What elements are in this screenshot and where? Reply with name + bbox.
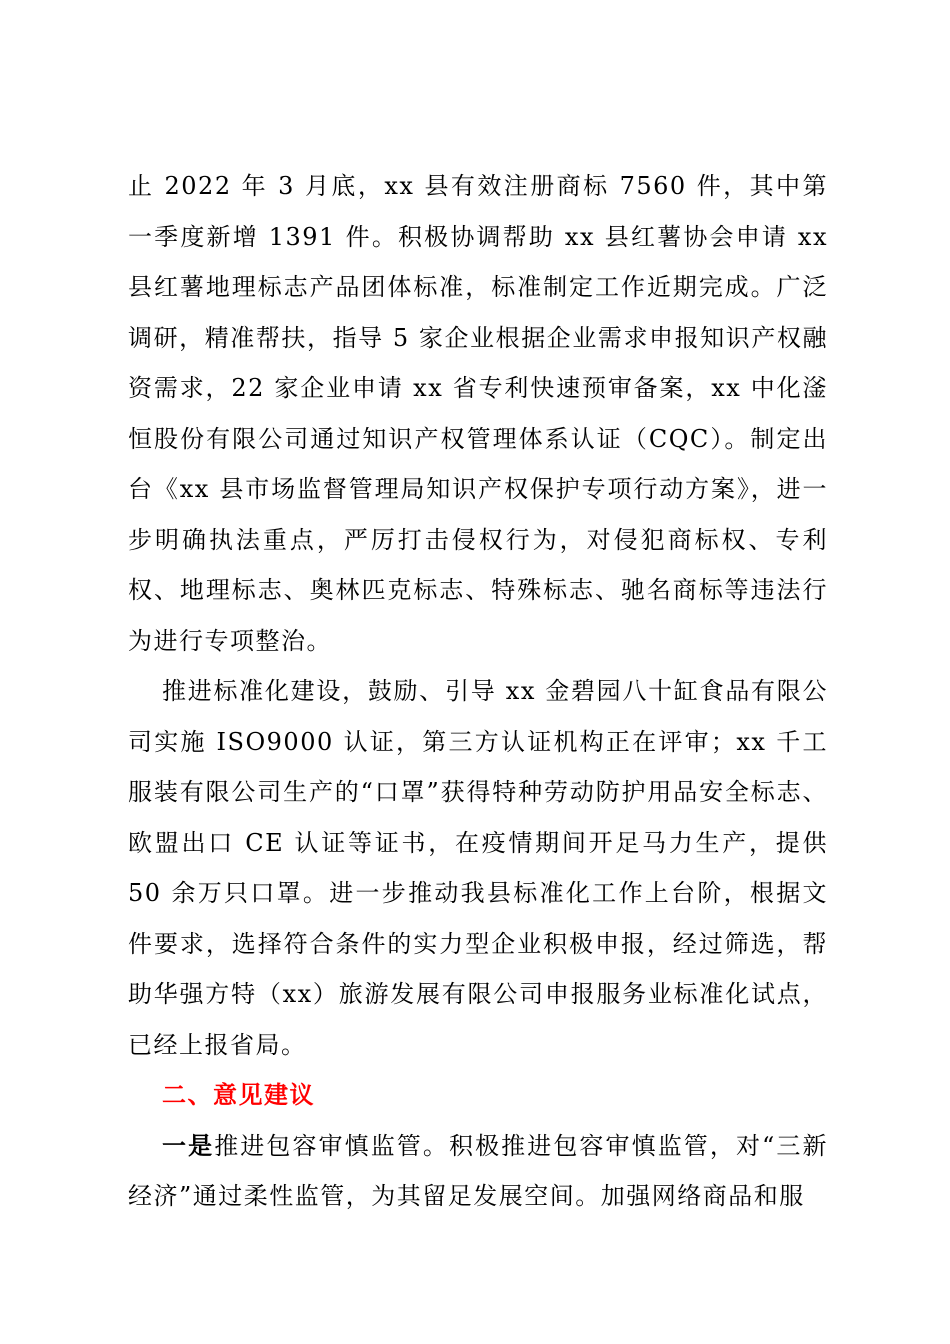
document-body bbox=[128, 161, 828, 1222]
paragraph-recommendation bbox=[128, 1121, 828, 1222]
paragraph-standardization: 推进标准化建设，鼓励、引导 xx 金碧园八十缸食品有限公司实施 ISO9000 认证，第三方认证机构正在评审；xx 千工服装有限公司生产的“口罩”获得特种劳动防护用品安全标志、欧盟出口 CE 认证等证书，在疫情期间开足马力生产，提供 50 余万只口罩。进一步推动我县标准化工作上台阶，根据文件要求，选择符合条件的实力型企业积极申报，经过筛选，帮助华强方特（xx）旅游发展有限公司申报服务业标准化试点，已经上报省局。 bbox=[128, 677, 828, 1059]
recommendation-text: 推进包容审慎监管。积极推进包容审慎监管，对“三新经济”通过柔性监管，为其留足发展空间。加强网络商品和服 bbox=[128, 1131, 828, 1210]
section-heading: 二、意见建议 bbox=[162, 1081, 315, 1109]
paragraph-ip-protection: 止 2022 年 3 月底，xx 县有效注册商标 7560 件，其中第一季度新增 1391 件。积极协调帮助 xx 县红薯协会申请 xx 县红薯地理标志产品团体标准，标准制定工作近期完成。广泛调研，精准帮扶，指导 5 家企业根据企业需求申报知识产权融资需求，22 家企业申请 xx 省专利快速预审备案，xx 中化滏恒股份有限公司通过知识产权管理体系认证（CQC）。制定出台《xx 县市场监督管理局知识产权保护专项行动方案》，进一步明确执法重点，严厉打击侵权行为，对侵犯商标权、专利权、地理标志、奥林匹克标志、特殊标志、驰名商标等违法行为进行专项整治。 bbox=[128, 172, 828, 655]
recommendation-lead: 一是 bbox=[162, 1131, 215, 1160]
